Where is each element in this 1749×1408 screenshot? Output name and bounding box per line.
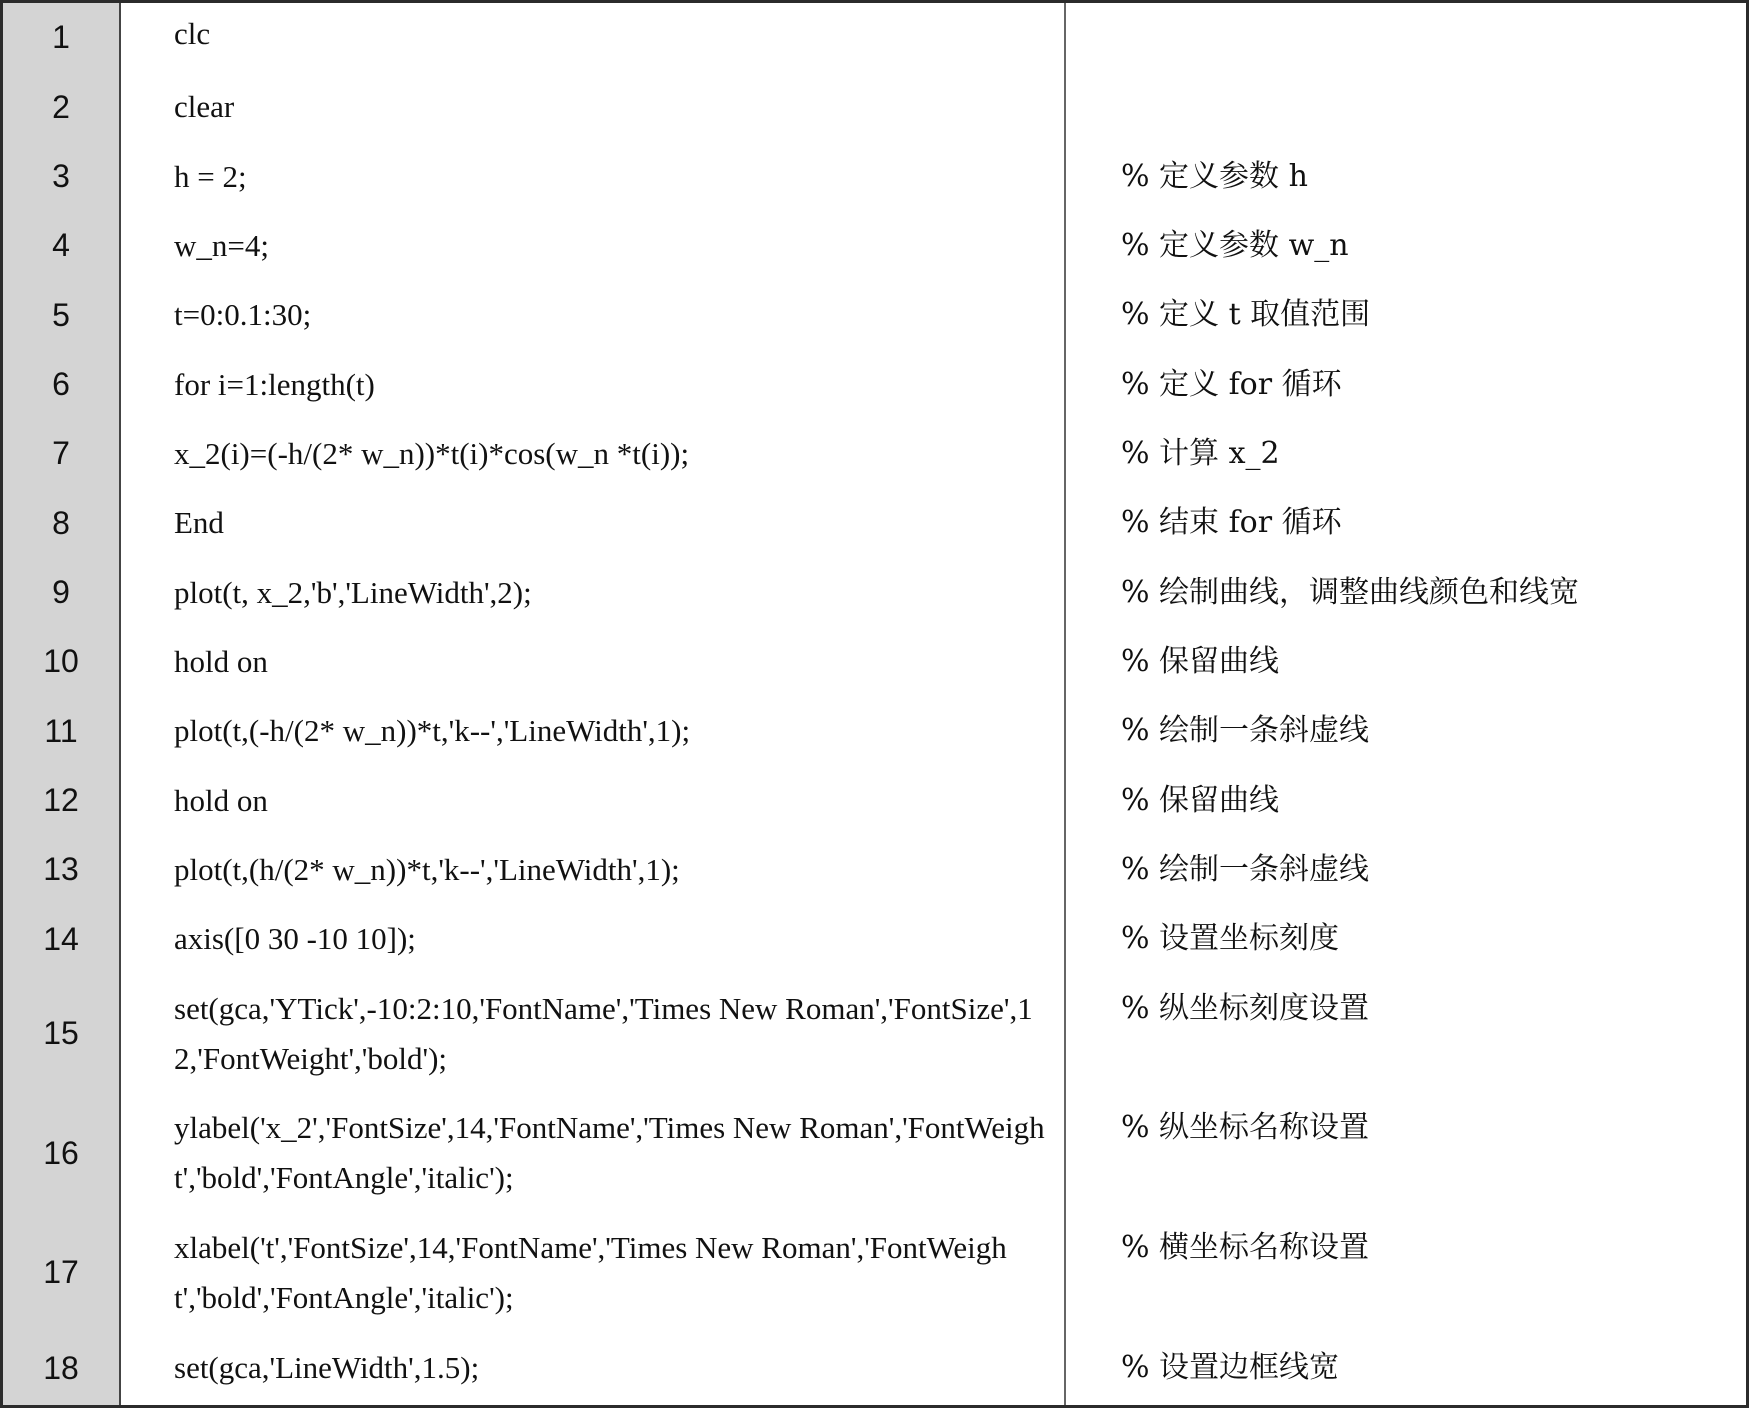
line-number: 6 <box>3 350 120 419</box>
code-row-14 <box>3 904 1746 973</box>
line-number: 3 <box>3 142 120 211</box>
comment-text: % 设置边框线宽 <box>1121 1349 1340 1385</box>
code-row-6 <box>3 350 1746 419</box>
code-row-12 <box>3 766 1746 835</box>
line-number: 2 <box>3 72 120 141</box>
comment-text: % 结束 for 循环 <box>1121 505 1342 541</box>
code-row-7 <box>3 419 1746 488</box>
comment-text <box>1065 3 1746 72</box>
comment-text: % 定义 for 循环 <box>1121 366 1342 402</box>
line-number: 18 <box>3 1333 120 1405</box>
code-text: set(gca,'YTick',-10:2:10,'FontName','Times New Roman','FontSize',12,'FontWeight','bold'); <box>120 974 1065 1094</box>
code-row-4 <box>3 211 1746 280</box>
code-text: plot(t,(h/(2* w_n))*t,'k--','LineWidth',1); <box>120 835 1065 904</box>
comment-text: % 纵坐标刻度设置 <box>1121 990 1370 1026</box>
code-text: w_n=4; <box>120 211 1065 280</box>
code-row-15 <box>3 974 1746 1094</box>
comment-text <box>1065 72 1746 141</box>
code-row-5 <box>3 280 1746 349</box>
line-number: 16 <box>3 1093 120 1213</box>
comment-text: % 定义参数 h <box>1121 158 1308 194</box>
line-number: 14 <box>3 904 120 973</box>
comment-text: % 定义参数 w_n <box>1121 228 1349 264</box>
code-row-11 <box>3 696 1746 765</box>
line-number: 1 <box>3 3 120 72</box>
code-text: set(gca,'LineWidth',1.5); <box>120 1333 1065 1405</box>
comment-text: % 横坐标名称设置 <box>1121 1230 1370 1265</box>
line-number: 10 <box>3 627 120 696</box>
comment-text: % 纵坐标名称设置 <box>1121 1110 1370 1146</box>
code-row-18 <box>3 1333 1746 1405</box>
code-text: xlabel('t','FontSize',14,'FontName','Times New Roman','FontWeight','bold','FontAngle','italic'); <box>120 1213 1065 1333</box>
line-number: 8 <box>3 488 120 557</box>
comment-text: % 保留曲线 <box>1121 782 1280 818</box>
code-row-8 <box>3 488 1746 557</box>
line-number: 15 <box>3 974 120 1094</box>
code-row-16 <box>3 1093 1746 1213</box>
code-text: hold on <box>120 627 1065 696</box>
code-row-17 <box>3 1213 1746 1333</box>
line-number: 11 <box>3 696 120 765</box>
code-row-13 <box>3 835 1746 904</box>
code-text: hold on <box>120 766 1065 835</box>
comment-text: % 设置坐标刻度 <box>1121 921 1340 957</box>
line-number: 5 <box>3 280 120 349</box>
code-text: t=0:0.1:30; <box>120 280 1065 349</box>
comment-text: % 绘制曲线，调整曲线颜色和线宽 <box>1121 574 1580 610</box>
code-text: End <box>120 488 1065 557</box>
code-text: clear <box>120 72 1065 141</box>
line-number: 13 <box>3 835 120 904</box>
code-row-3 <box>3 142 1746 211</box>
comment-text: % 绘制一条斜虚线 <box>1121 713 1370 749</box>
code-listing-table <box>3 3 1746 1405</box>
code-text: clc <box>120 3 1065 72</box>
code-text: for i=1:length(t) <box>120 350 1065 419</box>
code-row-1 <box>3 3 1746 72</box>
code-text: h = 2; <box>120 142 1065 211</box>
line-number: 4 <box>3 211 120 280</box>
comment-text: % 保留曲线 <box>1121 644 1280 680</box>
code-row-10 <box>3 627 1746 696</box>
code-text: ylabel('x_2','FontSize',14,'FontName','Times New Roman','FontWeight','bold','FontAngle','italic'); <box>120 1093 1065 1213</box>
code-text: plot(t,(-h/(2* w_n))*t,'k--','LineWidth',1); <box>120 696 1065 765</box>
comment-text: % 计算 x_2 <box>1121 436 1280 472</box>
code-text: plot(t, x_2,'b','LineWidth',2); <box>120 558 1065 627</box>
code-text: axis([0 30 -10 10]); <box>120 904 1065 973</box>
line-number: 17 <box>3 1213 120 1333</box>
comment-text: % 定义 t 取值范围 <box>1121 297 1371 333</box>
code-row-2 <box>3 72 1746 141</box>
comment-text: % 绘制一条斜虚线 <box>1121 852 1370 888</box>
code-text: x_2(i)=(-h/(2* w_n))*t(i)*cos(w_n *t(i)); <box>120 419 1065 488</box>
code-row-9 <box>3 558 1746 627</box>
line-number: 9 <box>3 558 120 627</box>
line-number: 7 <box>3 419 120 488</box>
line-number: 12 <box>3 766 120 835</box>
